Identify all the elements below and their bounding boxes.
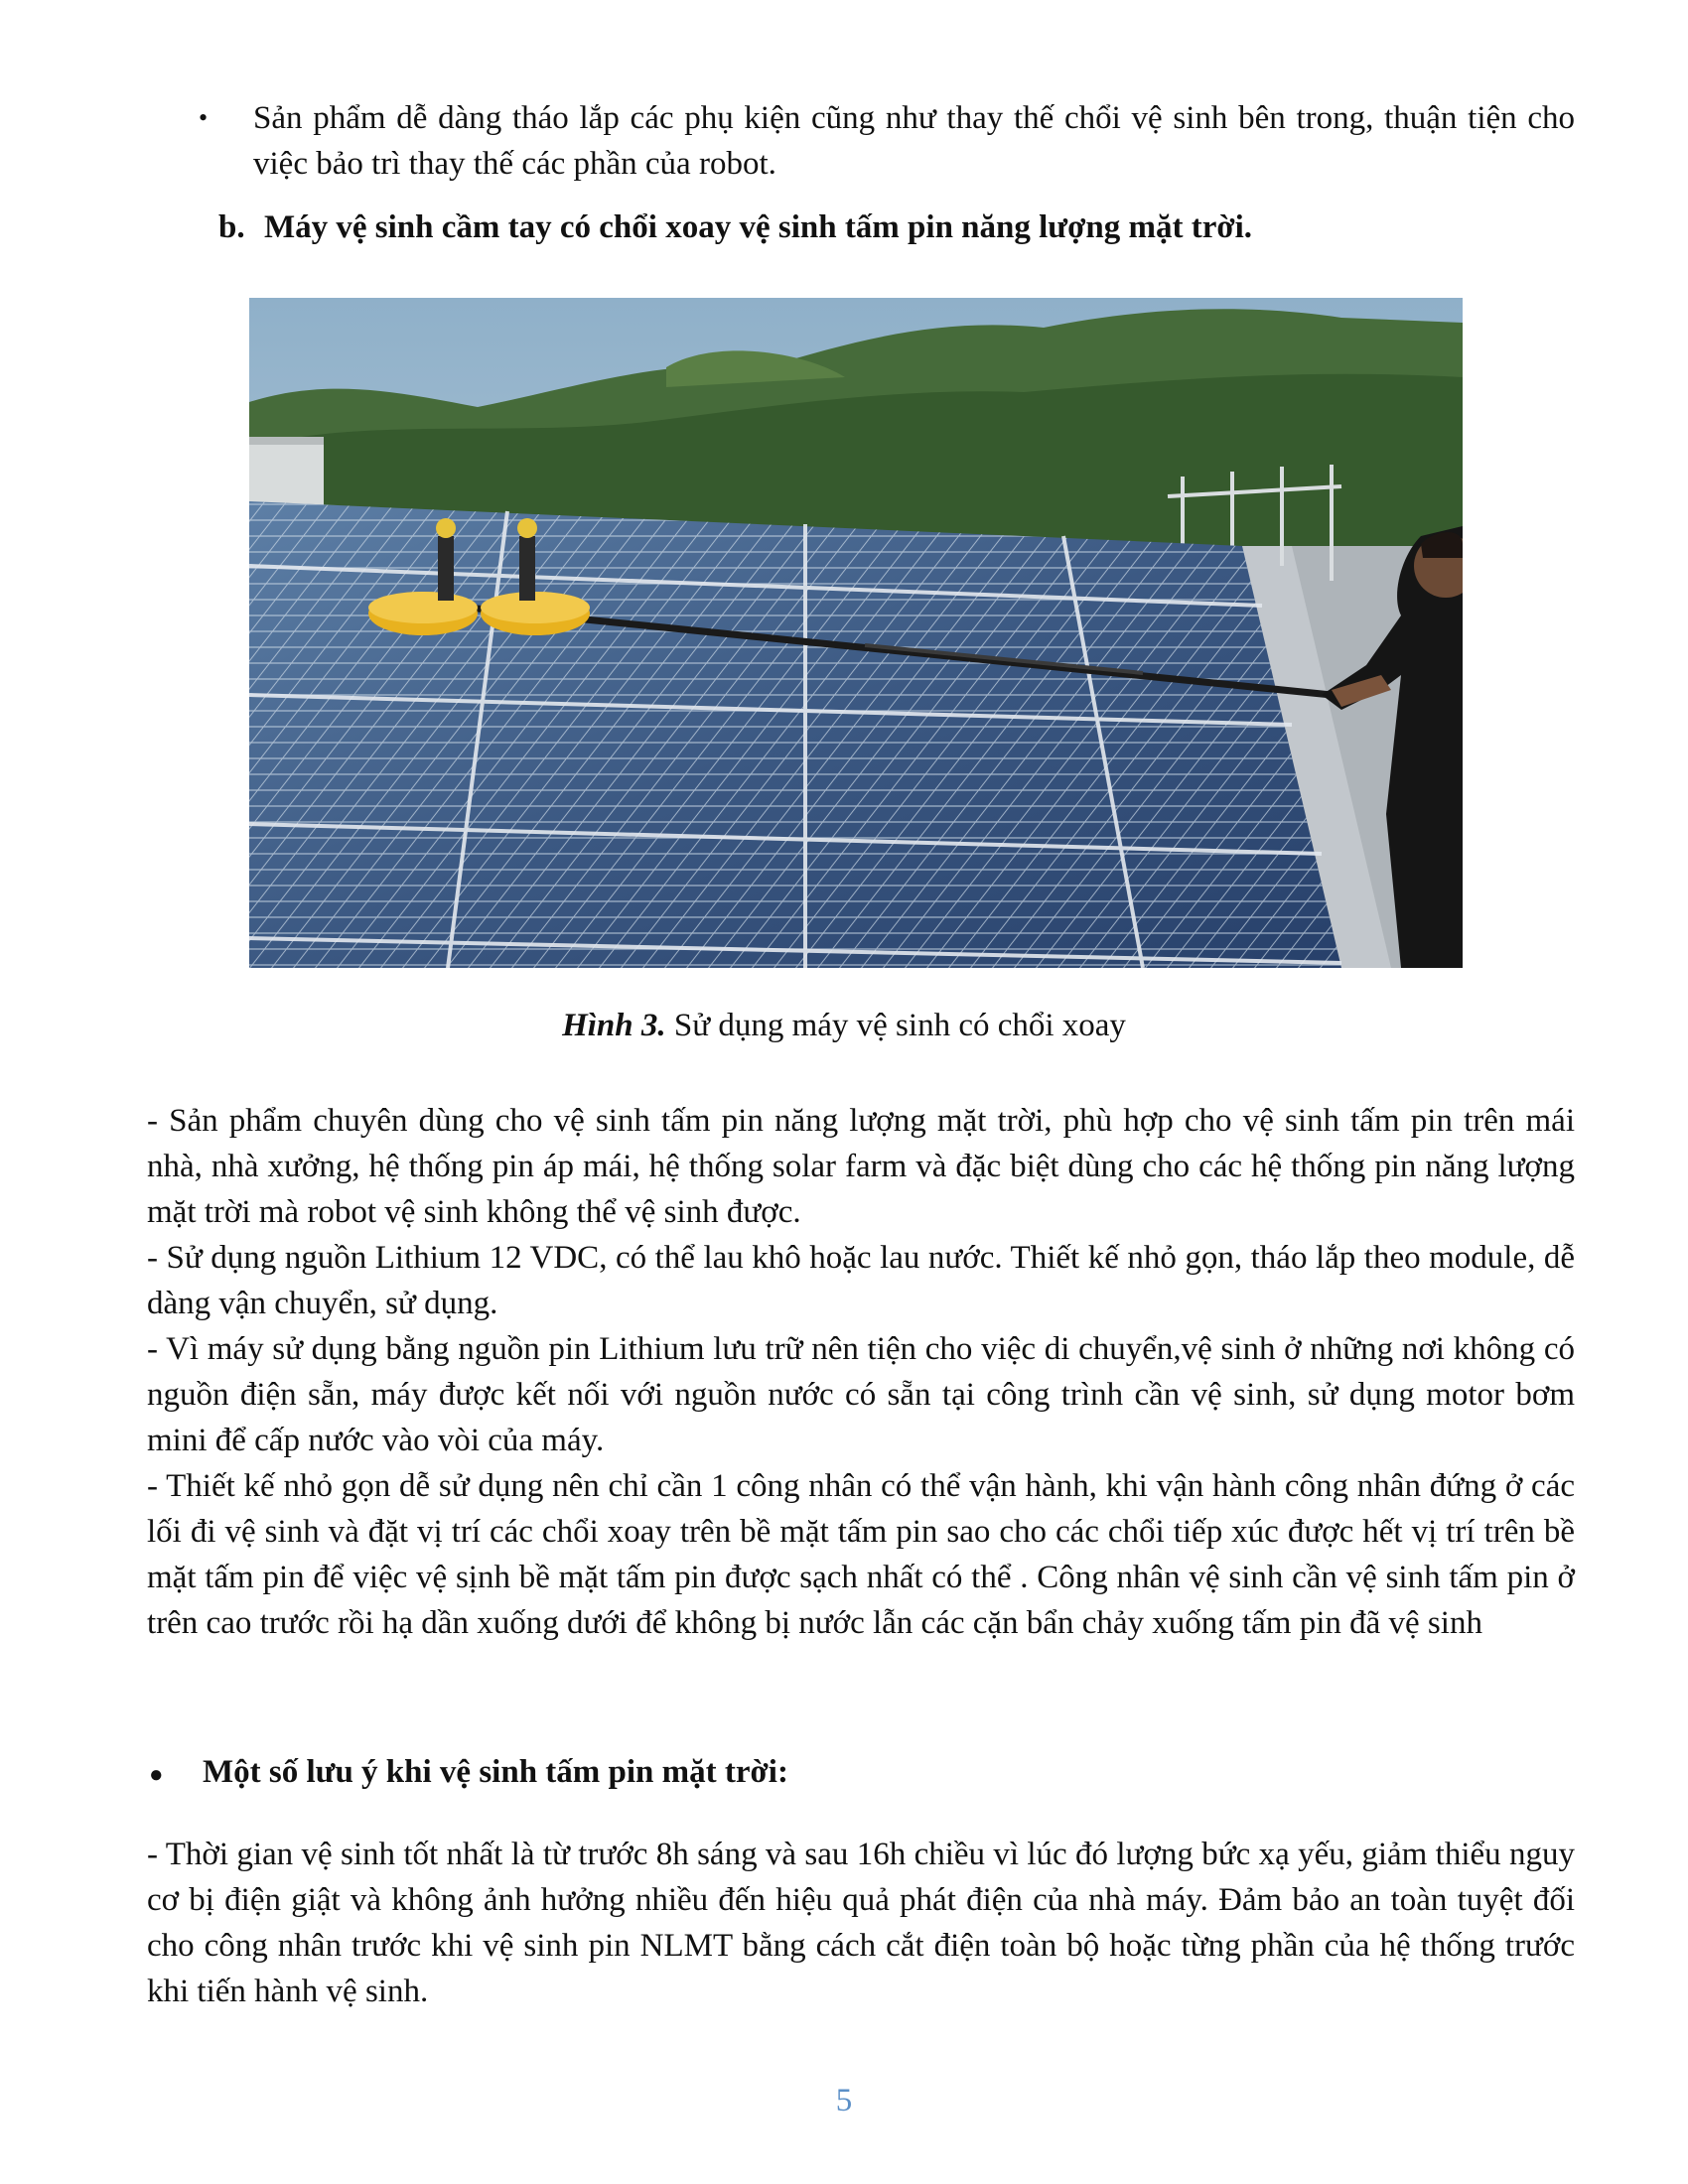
section-letter: b. (218, 209, 245, 245)
figure-caption (0, 1003, 1688, 1048)
paragraph: - Sản phẩm chuyên dùng cho vệ sinh tấm pin năng lượng mặt trời, phù hợp cho vệ sinh tấm pin trên mái nhà, nhà xưởng, hệ thống pin áp mái, hệ thống solar farm và đặc biệt dùng cho các hệ thống pin năng lượng mặt trời mà robot vệ sinh không thể vệ sinh được. (147, 1103, 1575, 1230)
notes-heading (149, 1749, 788, 1798)
bullet-marker: • (199, 103, 209, 132)
notes-bullet: ● (149, 1762, 164, 1788)
page-number: 5 (835, 2083, 853, 2118)
paragraph: - Vì máy sử dụng bằng nguồn pin Lithium lưu trữ nên tiện cho việc di chuyển,vệ sinh ở những nơi không có nguồn điện sẵn, máy được kết nối với nguồn nước có sẵn tại công trình cần vệ sinh, sử dụng motor bơm mini để cấp nước vào vòi của máy. (147, 1331, 1575, 1458)
paragraph: - Sử dụng nguồn Lithium 12 VDC, có thể lau khô hoặc lau nước. Thiết kế nhỏ gọn, tháo lắp theo module, dễ dàng vận chuyển, sử dụng. (147, 1240, 1575, 1321)
paragraph: - Thiết kế nhỏ gọn dễ sử dụng nên chỉ cần 1 công nhân có thể vận hành, khi vận hành công nhân đứng ở các lối đi vệ sinh và đặt vị trí các chổi xoay trên bề mặt tấm pin sao cho các chổi tiếp xúc được hết vị trí trên bề mặt tấm pin để việc vệ sịnh bề mặt tấm pin được sạch nhất có thể . Công nhân vệ sinh cần vệ sinh tấm pin ở trên cao trước rồi hạ dần xuống dưới để không bị nước lẫn các cặn bẩn chảy xuống tấm pin đã vệ sinh (147, 1468, 1575, 1641)
description-paragraphs (147, 1098, 1575, 1646)
section-heading (218, 205, 1252, 250)
photo-illustration (249, 298, 1463, 968)
notes-paragraph (147, 1832, 1575, 2014)
paragraph: - Thời gian vệ sinh tốt nhất là từ trước 8h sáng và sau 16h chiều vì lúc đó lượng bức xạ yếu, giảm thiểu nguy cơ bị điện giật và không ảnh hưởng nhiều đến hiệu quả phát điện của nhà máy. Đảm bảo an toàn tuyệt đối cho công nhân trước khi vệ sinh pin NLMT bằng cách cắt điện toàn bộ hoặc từng phần của hệ thống trước khi tiến hành vệ sinh. (147, 1837, 1575, 2009)
bullet-item (199, 95, 1575, 187)
solar-cleaning-photo (249, 298, 1463, 968)
bullet-text: Sản phẩm dễ dàng tháo lắp các phụ kiện cũng như thay thế chổi vệ sinh bên trong, thuận tiện cho việc bảo trì thay thế các phần của robot. (253, 100, 1575, 182)
section-title: Máy vệ sinh cầm tay có chổi xoay vệ sinh tấm pin năng lượng mặt trời. (264, 209, 1253, 245)
figure-caption-label: Hình 3. (562, 1008, 666, 1043)
notes-heading-text: Một số lưu ý khi vệ sinh tấm pin mặt trời: (203, 1754, 788, 1790)
figure-caption-text: Sử dụng máy vệ sinh có chổi xoay (665, 1008, 1126, 1043)
